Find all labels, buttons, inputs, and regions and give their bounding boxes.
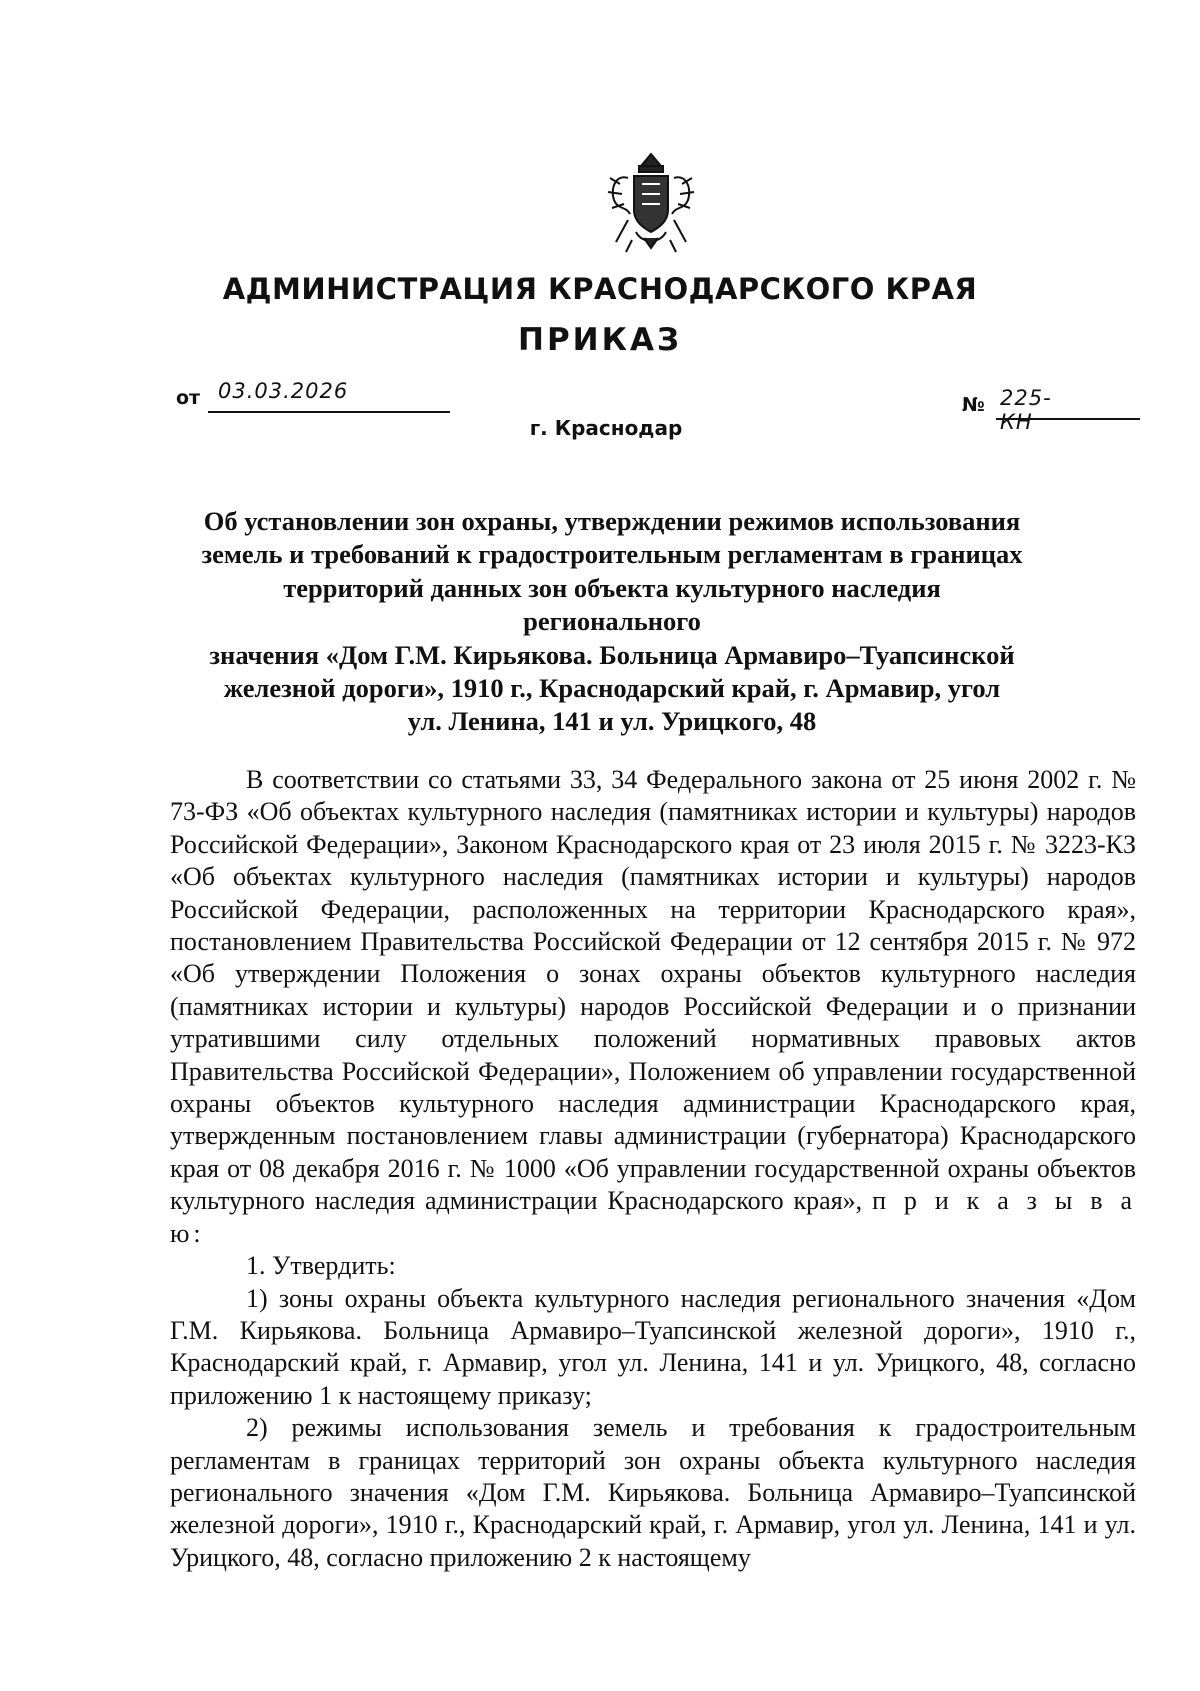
item-2: 2) режимы использования земель и требования к градостроительным регламентам в границах территорий зон охраны объекта культурного наследия регионального значения «Дом Г.М. Кирьякова. Больница Армавиро–Туапсинской железной дороги», 1910 г., Краснодарский край, г. Армавир, угол ул. Ленина, 141 и ул. Урицкого, 48, согласно приложению 2 к настоящему — [170, 1413, 1136, 1572]
preamble-text: В соответствии со статьями 33, 34 Федерального закона от 25 июня 2002 г. № 73-ФЗ «Об объектах культурного наследия (памятниках истории и культуры) народов Российской Федерации», Законом Краснодарского края от 23 июля 2015 г. № 3223-КЗ «Об объектах культурного наследия (памятниках истории и культуры) народов Российской Федерации, расположенных на территории Краснодарского края», постановлением Правительства Российской Федерации от 12 сентября 2015 г. № 972 «Об утверждении Положения о зонах охраны объектов культурного наследия (памятниках истории и культуры) народов Российской Федерации и о признании утратившими силу отдельных положений нормативных правовых актов Правительства Российской Федерации», Положением об управлении государственной охраны объектов культурного наследия администрации Краснодарского края, утвержденным постановлением главы администрации (губернатора) Краснодарского края от 08 декабря 2016 г. № 1000 «Об управлении государственной охраны объектов культурного наследия администрации Краснодарского края», — [170, 765, 1136, 1216]
number-value: 225-КН — [1000, 386, 1052, 434]
date-value: 03.03.2026 — [218, 379, 349, 403]
city: г. Краснодар — [529, 416, 683, 440]
number-prefix: № — [962, 394, 985, 416]
preamble-paragraph — [170, 764, 1136, 1250]
organization-title: АДМИНИСТРАЦИЯ КРАСНОДАРСКОГО КРАЯ — [222, 272, 978, 306]
date-prefix: от — [176, 387, 201, 409]
date-underline — [208, 411, 450, 413]
clause-1: 1. Утвердить: — [246, 1251, 396, 1281]
document-type: ПРИКАЗ — [518, 322, 682, 358]
order-word: п р и к а з ы в а ю: — [170, 1186, 1136, 1248]
coat-of-arms-icon — [606, 148, 696, 254]
document-heading: Об установлении зон охраны, утверждении режимов использования земель и требований к градостроительным регламентам в границах территорий данных зон объекта культурного наследия регионального значения «Дом Г.М. Кирьякова. Больница Армавиро–Туапсинской железной дороги», 1910 г., Краснодарский край, г. Армавир, угол ул. Ленина, 141 и ул. Урицкого, 48 — [201, 506, 1023, 737]
document-body — [170, 764, 1136, 1574]
item-1: 1) зоны охраны объекта культурного наследия регионального значения «Дом Г.М. Кирьякова. Больница Армавиро–Туапсинской железной дороги», 1910 г., Краснодарский край, г. Армавир, угол ул. Ленина, 141 и ул. Урицкого, 48, согласно приложению 1 к настоящему приказу; — [170, 1283, 1136, 1410]
